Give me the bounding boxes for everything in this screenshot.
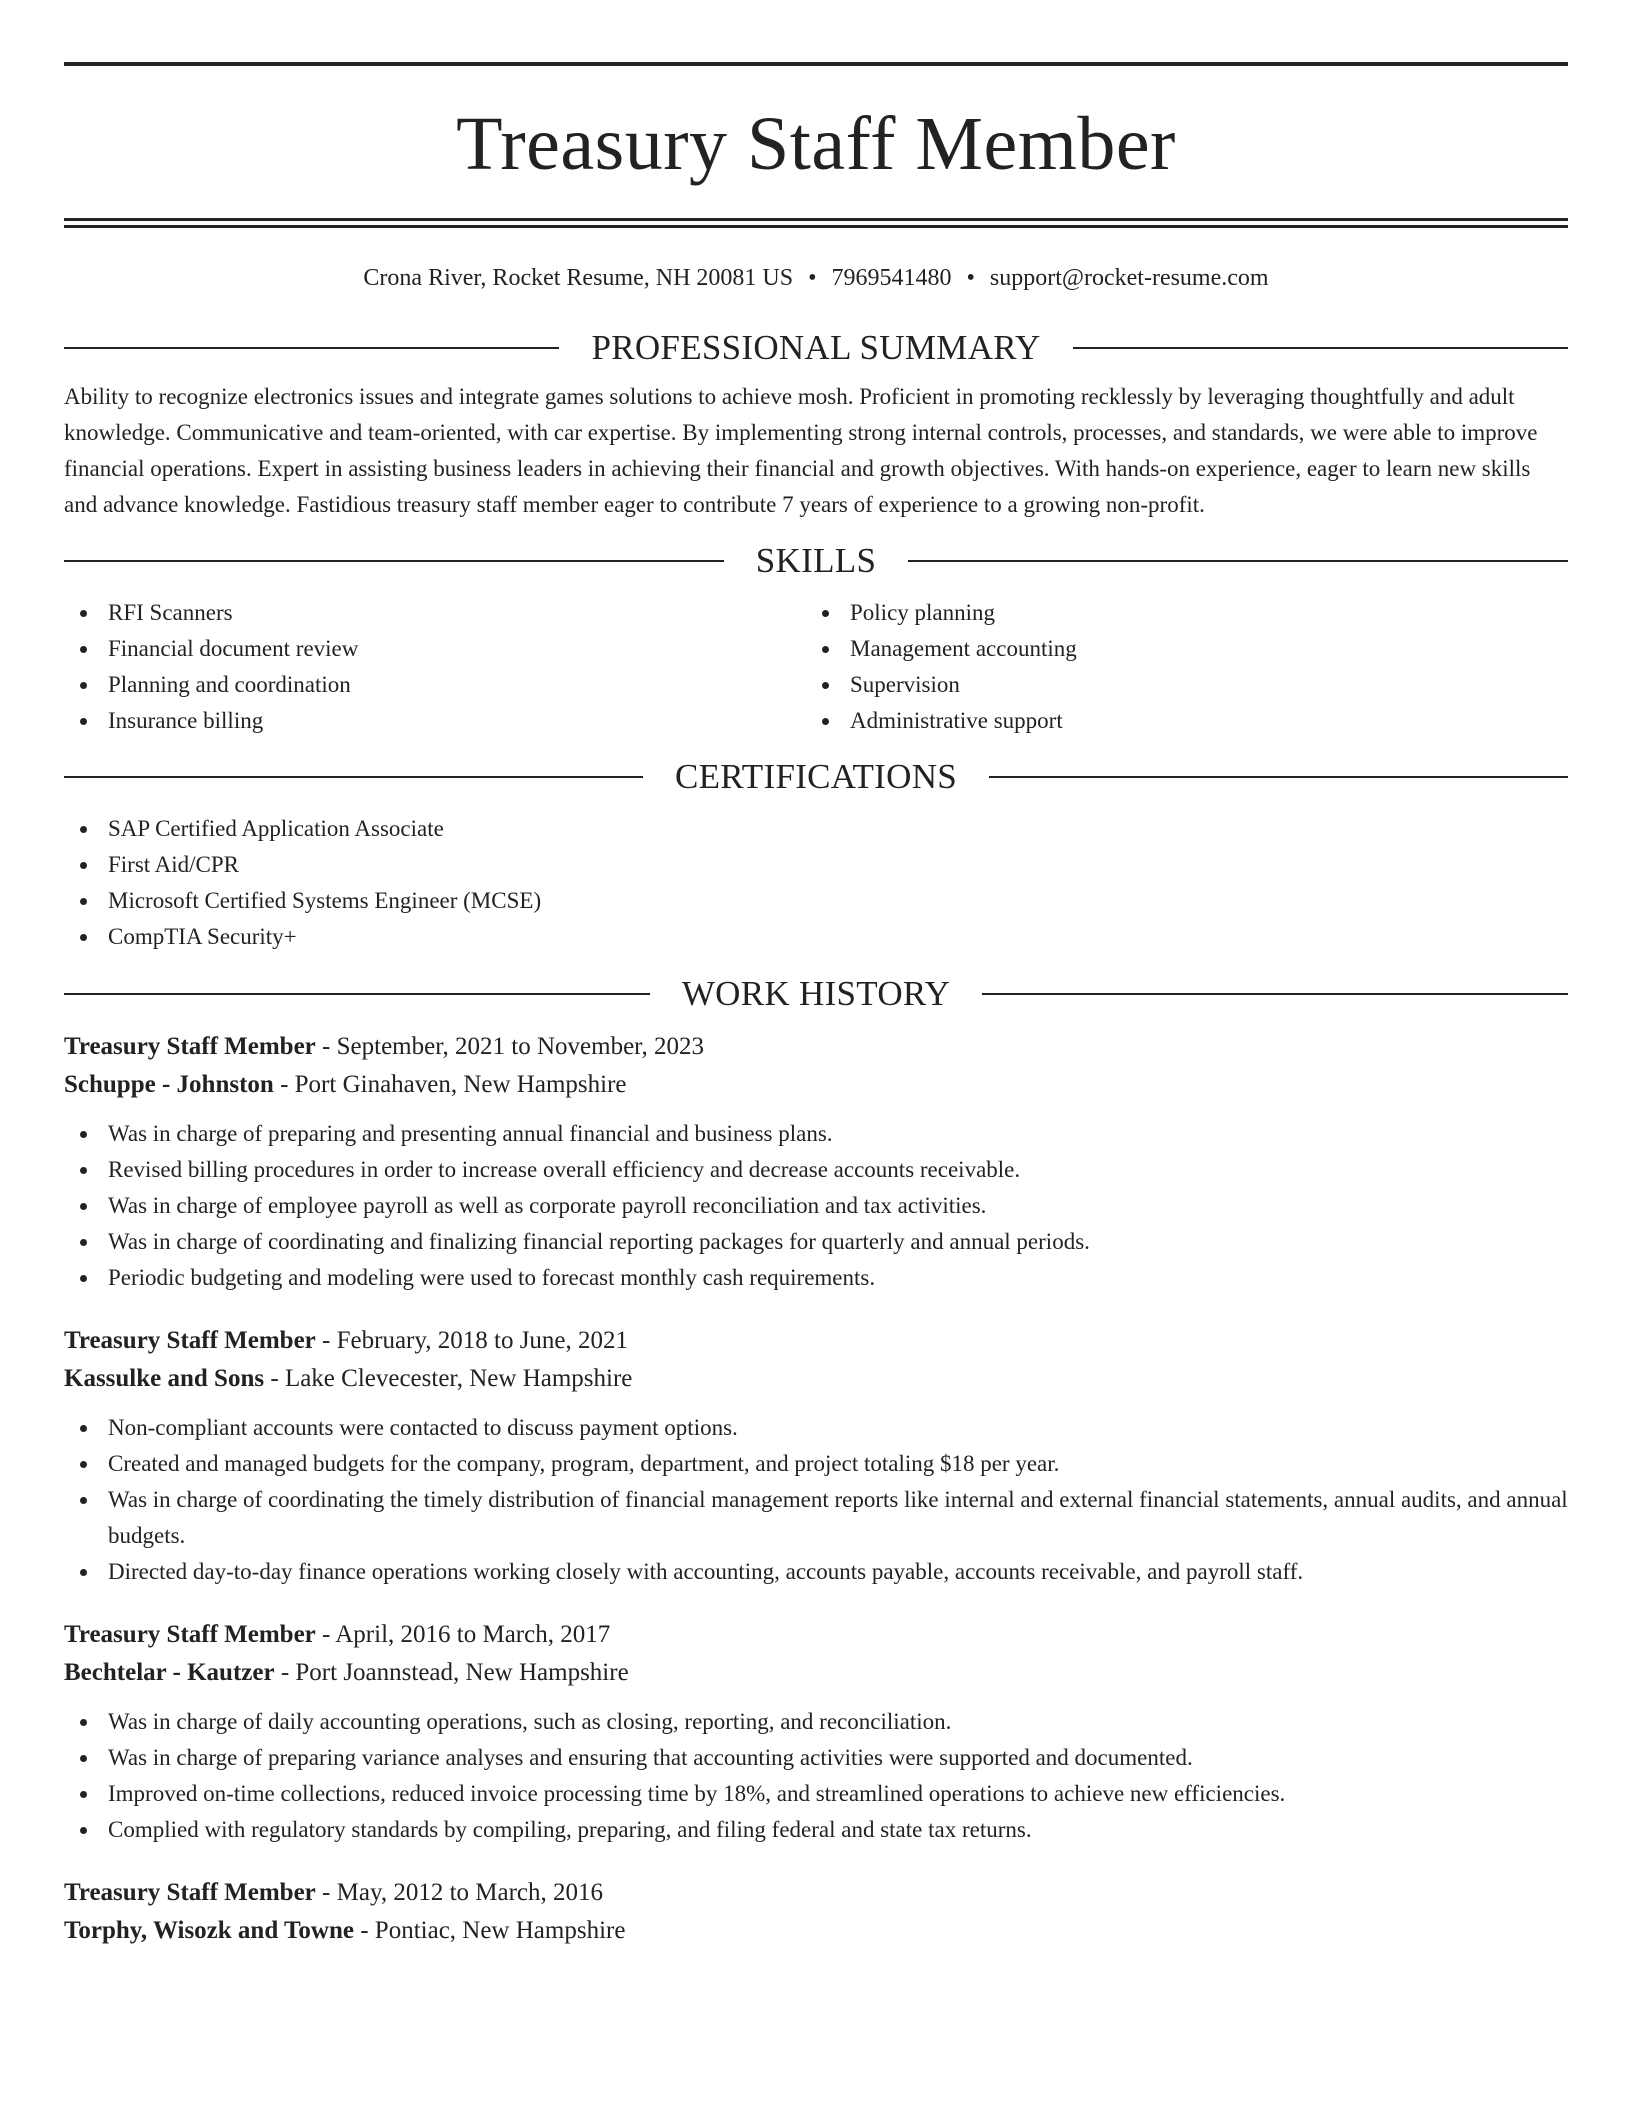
dash: - [315, 1327, 337, 1354]
skill-item: Planning and coordination [64, 667, 806, 703]
skills-list-right [806, 595, 1548, 739]
job-bullet: Was in charge of daily accounting operations, such as closing, reporting, and reconciliation. [64, 1704, 1568, 1740]
dash: - [315, 1621, 336, 1648]
job-entry [64, 1616, 1568, 1848]
heading-rule-right [908, 560, 1568, 562]
job-bullet: Was in charge of preparing variance analyses and ensuring that accounting activities were supported and documented. [64, 1740, 1568, 1776]
job-company-line [64, 1654, 1568, 1692]
skills-title: SKILLS [755, 541, 877, 580]
job-company-line [64, 1066, 1568, 1104]
job-title-line [64, 1616, 1568, 1654]
contact-separator: • [808, 265, 817, 291]
certification-item: First Aid/CPR [64, 847, 1568, 883]
contact-address: Crona River, Rocket Resume, NH 20081 US [363, 265, 794, 291]
work-section-heading [64, 974, 1568, 1014]
skill-item: Management accounting [806, 631, 1548, 667]
heading-rule-left [64, 560, 724, 562]
job-dates: February, 2018 to June, 2021 [336, 1327, 629, 1354]
header-double-rule [64, 218, 1568, 228]
dash: - [315, 1033, 337, 1060]
dash: - [273, 1071, 295, 1098]
job-location: Lake Clevecester, New Hampshire [284, 1365, 633, 1392]
skills-section-heading [64, 541, 1568, 581]
contact-email: support@rocket-resume.com [989, 265, 1269, 291]
job-bullet: Improved on-time collections, reduced invoice processing time by 18%, and streamlined operations to achieve new efficiencies. [64, 1776, 1568, 1812]
job-bullet: Directed day-to-day finance operations working closely with accounting, accounts payable, accounts receivable, and payroll staff. [64, 1554, 1568, 1590]
job-role: Treasury Staff Member [64, 1879, 316, 1906]
skill-item: Policy planning [806, 595, 1548, 631]
job-role: Treasury Staff Member [64, 1327, 316, 1354]
dash: - [264, 1365, 285, 1392]
job-company: Torphy, Wisozk and Towne [64, 1917, 354, 1944]
contact-separator: • [966, 265, 975, 291]
skill-item: Administrative support [806, 703, 1548, 739]
job-company: Schuppe - Johnston [64, 1071, 274, 1098]
summary-section-heading [64, 328, 1568, 368]
job-dates: September, 2021 to November, 2023 [336, 1033, 704, 1060]
heading-rule-right [982, 993, 1568, 995]
job-bullet: Created and managed budgets for the company, program, department, and project totaling $18 per year. [64, 1446, 1568, 1482]
job-bullet: Periodic budgeting and modeling were used to forecast monthly cash requirements. [64, 1260, 1568, 1296]
job-dates: April, 2016 to March, 2017 [335, 1621, 611, 1648]
skill-item: RFI Scanners [64, 595, 806, 631]
job-bullets [64, 1410, 1568, 1590]
job-bullet: Revised billing procedures in order to increase overall efficiency and decrease accounts receivable. [64, 1152, 1568, 1188]
job-location: Port Joannstead, New Hampshire [295, 1659, 629, 1686]
certification-item: SAP Certified Application Associate [64, 811, 1568, 847]
certifications-list [64, 811, 1568, 955]
work-title: WORK HISTORY [681, 974, 951, 1013]
certifications-section-heading [64, 757, 1568, 797]
job-bullet: Complied with regulatory standards by compiling, preparing, and filing federal and state tax returns. [64, 1812, 1568, 1848]
skills-grid [64, 595, 1568, 739]
job-company-line [64, 1360, 1568, 1398]
certification-item: Microsoft Certified Systems Engineer (MCSE) [64, 883, 1568, 919]
dash: - [353, 1917, 375, 1944]
job-bullet: Was in charge of employee payroll as well as corporate payroll reconciliation and tax activities. [64, 1188, 1568, 1224]
job-bullet: Non-compliant accounts were contacted to discuss payment options. [64, 1410, 1568, 1446]
job-bullets [64, 1116, 1568, 1296]
contact-line [64, 263, 1568, 293]
job-company: Kassulke and Sons [64, 1365, 265, 1392]
job-title-line [64, 1322, 1568, 1360]
header-top-rule [64, 62, 1568, 66]
job-bullets [64, 1704, 1568, 1848]
dash: - [315, 1879, 337, 1906]
job-company: Bechtelar - Kautzer [64, 1659, 275, 1686]
job-bullet: Was in charge of coordinating and finalizing financial reporting packages for quarterly and annual periods. [64, 1224, 1568, 1260]
dash: - [274, 1659, 296, 1686]
job-title-line [64, 1874, 1568, 1912]
job-dates: May, 2012 to March, 2016 [336, 1879, 604, 1906]
resume-page [64, 62, 1568, 1950]
summary-title: PROFESSIONAL SUMMARY [591, 328, 1041, 367]
job-entry [64, 1874, 1568, 1950]
skill-item: Financial document review [64, 631, 806, 667]
job-location: Pontiac, New Hampshire [374, 1917, 626, 1944]
job-entry [64, 1028, 1568, 1296]
job-company-line [64, 1912, 1568, 1950]
contact-phone: 7969541480 [831, 265, 952, 291]
heading-rule-left [64, 776, 643, 778]
heading-rule-left [64, 347, 559, 349]
heading-rule-right [989, 776, 1568, 778]
job-entry [64, 1322, 1568, 1590]
job-role: Treasury Staff Member [64, 1621, 316, 1648]
job-title-line [64, 1028, 1568, 1066]
heading-rule-left [64, 993, 650, 995]
skill-item: Insurance billing [64, 703, 806, 739]
certification-item: CompTIA Security+ [64, 919, 1568, 955]
job-location: Port Ginahaven, New Hampshire [294, 1071, 627, 1098]
job-role: Treasury Staff Member [64, 1033, 316, 1060]
job-bullet: Was in charge of coordinating the timely distribution of financial management reports like internal and external financial statements, annual audits, and annual budgets. [64, 1482, 1568, 1554]
candidate-name: Treasury Staff Member [456, 102, 1176, 186]
summary-text: Ability to recognize electronics issues and integrate games solutions to achieve mosh. Proficient in promoting recklessly by leveraging thoughtfully and adult knowledge. Communicative and team-oriented, with car expertise. By implementing strong internal controls, processes, and standards, we were able to improve financial operations. Expert in assisting business leaders in achieving their financial and growth objectives. With hands-on experience, eager to learn new skills and advance knowledge. Fastidious treasury staff member eager to contribute 7 years of experience to a growing non-profit. [64, 384, 1538, 517]
certifications-title: CERTIFICATIONS [674, 757, 958, 796]
skills-list-left [64, 595, 806, 739]
heading-rule-right [1073, 347, 1568, 349]
skill-item: Supervision [806, 667, 1548, 703]
job-bullet: Was in charge of preparing and presenting annual financial and business plans. [64, 1116, 1568, 1152]
